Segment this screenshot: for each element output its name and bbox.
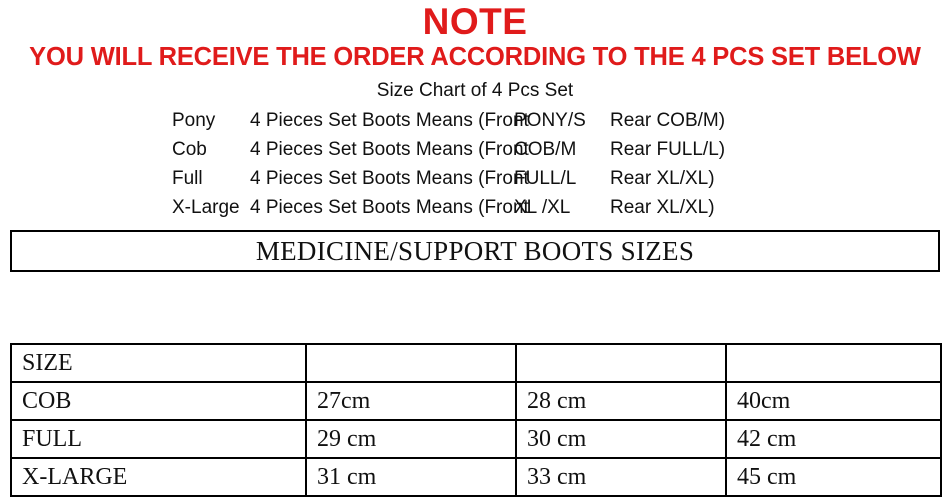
set-row-means: 4 Pieces Set Boots Means (Front bbox=[250, 168, 529, 189]
boots-sizes-banner bbox=[10, 230, 940, 272]
note-title: NOTE bbox=[422, 1, 528, 42]
table-cell-value: 45 cm bbox=[726, 458, 941, 496]
set-row-front: COB/M bbox=[514, 139, 577, 160]
banner-title: MEDICINE/SUPPORT BOOTS SIZES bbox=[255, 235, 695, 266]
set-row-size: Pony bbox=[172, 110, 216, 131]
table-cell-value: 40cm bbox=[726, 382, 941, 420]
list-item bbox=[0, 164, 950, 193]
sizes-table bbox=[10, 343, 942, 497]
set-row-front: FULL/L bbox=[514, 168, 577, 189]
table-row bbox=[11, 420, 941, 458]
table-cell-value: 31 cm bbox=[306, 458, 516, 496]
set-row-front: PONY/S bbox=[514, 110, 586, 131]
table-row bbox=[11, 458, 941, 496]
table-cell-size: FULL bbox=[11, 420, 306, 458]
set-chart-list bbox=[0, 106, 950, 222]
table-cell-value: 27cm bbox=[306, 382, 516, 420]
set-row-rear: Rear COB/M) bbox=[610, 110, 726, 131]
table-cell-value: 33 cm bbox=[516, 458, 726, 496]
set-row-rear: Rear FULL/L) bbox=[610, 139, 726, 160]
table-cell-value: 29 cm bbox=[306, 420, 516, 458]
set-row-means: 4 Pieces Set Boots Means (Front bbox=[250, 139, 529, 160]
table-row bbox=[11, 382, 941, 420]
set-row-means: 4 Pieces Set Boots Means (Front bbox=[250, 197, 529, 218]
set-row-size: Full bbox=[172, 168, 203, 189]
set-row-front: XL /XL bbox=[514, 197, 571, 218]
table-header-col3 bbox=[516, 344, 726, 382]
table-cell-size: X-LARGE bbox=[11, 458, 306, 496]
list-item bbox=[0, 135, 950, 164]
table-cell-value: 28 cm bbox=[516, 382, 726, 420]
list-item bbox=[0, 106, 950, 135]
set-row-means: 4 Pieces Set Boots Means (Front bbox=[250, 110, 529, 131]
table-header-col4 bbox=[726, 344, 941, 382]
set-row-rear: Rear XL/XL) bbox=[610, 197, 715, 218]
table-cell-size: COB bbox=[11, 382, 306, 420]
table-row bbox=[11, 344, 941, 382]
sizes-table-wrapper bbox=[10, 343, 940, 497]
table-header-size: SIZE bbox=[11, 344, 306, 382]
set-row-size: Cob bbox=[172, 139, 207, 160]
set-row-rear: Rear XL/XL) bbox=[610, 168, 715, 189]
list-item bbox=[0, 193, 950, 222]
table-cell-value: 30 cm bbox=[516, 420, 726, 458]
set-row-size: X-Large bbox=[172, 197, 240, 218]
set-chart-caption: Size Chart of 4 Pcs Set bbox=[376, 80, 574, 101]
table-header-col2 bbox=[306, 344, 516, 382]
table-cell-value: 42 cm bbox=[726, 420, 941, 458]
note-subtitle: YOU WILL RECEIVE THE ORDER ACCORDING TO THE 4 PCS SET BELOW bbox=[29, 43, 921, 71]
